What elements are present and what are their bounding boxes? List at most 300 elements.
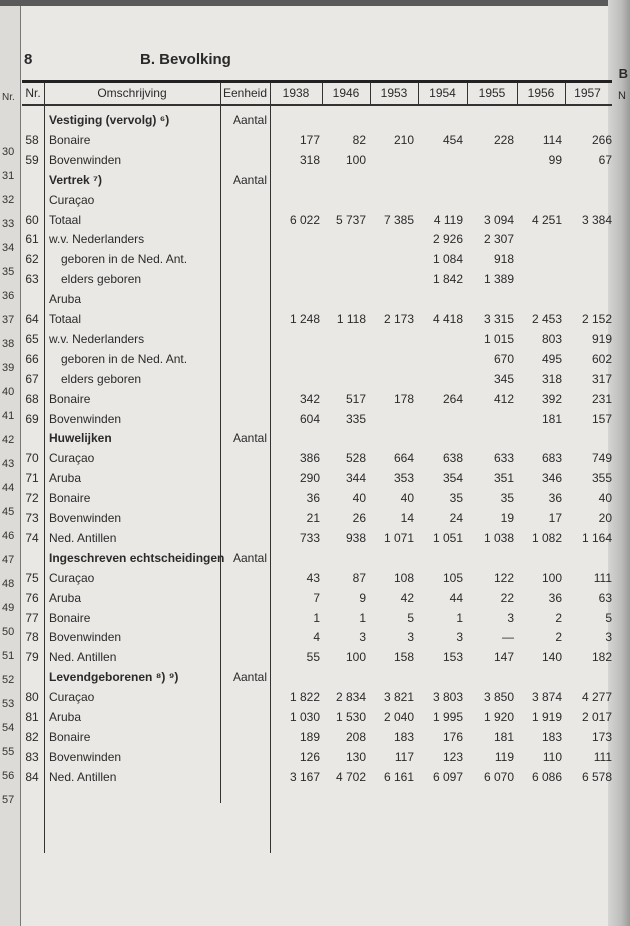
value-1946: 9 (359, 590, 366, 605)
left-margin-number: 32 (2, 194, 15, 206)
left-margin-number: 53 (2, 698, 15, 710)
left-margin-number: 34 (2, 242, 15, 254)
left-margin-number: 48 (2, 578, 15, 590)
value-1938: 36 (306, 491, 320, 506)
value-1938: 733 (299, 530, 320, 545)
value-1946: 82 (352, 132, 366, 147)
value-1955: 6 070 (483, 769, 514, 784)
row-label: Curaçao (49, 690, 95, 705)
unit-label: Aantal (232, 431, 267, 446)
table-row (0, 309, 630, 329)
value-1953: 7 385 (383, 212, 414, 227)
row-number: 77 (25, 610, 39, 625)
table-row (0, 488, 630, 508)
column-header: Nr. (25, 86, 41, 100)
value-1955: 228 (493, 132, 514, 147)
value-1957: 111 (593, 749, 612, 764)
value-1956: 3 874 (531, 690, 562, 705)
value-1946: 517 (345, 391, 366, 406)
table-row (0, 289, 630, 309)
unit-label: Aantal (232, 113, 267, 127)
value-1957: 2 017 (581, 710, 612, 724)
table-row (0, 249, 630, 269)
value-1955: 147 (493, 650, 514, 665)
value-1955: 1 015 (483, 331, 514, 346)
row-label: Aruba (49, 590, 82, 605)
value-1957: 67 (598, 152, 612, 167)
value-1954: 638 (442, 451, 463, 466)
left-margin-number: 49 (2, 602, 15, 614)
value-1938: 1 822 (289, 690, 320, 705)
table-row (0, 667, 630, 687)
table-row (0, 269, 630, 289)
value-1955: 1 038 (483, 530, 514, 545)
value-1955: 670 (493, 351, 514, 366)
row-number: 67 (25, 371, 39, 386)
group-heading: Levendgeborenen ⁸) ⁹) (49, 670, 179, 685)
left-margin-number: 46 (2, 530, 15, 542)
row-label: Totaal (49, 212, 82, 227)
row-number: 78 (25, 630, 39, 645)
value-1955: 412 (493, 391, 514, 406)
value-1946: 528 (345, 451, 366, 466)
value-1957: 111 (593, 570, 612, 585)
row-number: 62 (25, 252, 39, 267)
left-margin-number: 38 (2, 338, 15, 350)
page-number: 8 (24, 51, 33, 68)
row-number: 68 (25, 391, 39, 406)
value-1957: 355 (591, 471, 612, 486)
value-1956: 1 082 (531, 530, 562, 545)
unit-label: Aantal (232, 670, 267, 685)
table-row (0, 110, 630, 130)
value-1955: 351 (493, 471, 514, 486)
value-1955: 1 389 (483, 272, 514, 287)
value-1954: 176 (442, 729, 463, 744)
value-1953: 353 (393, 471, 414, 486)
table-row (0, 707, 630, 727)
left-margin-number: 44 (2, 482, 15, 494)
value-1956: 803 (541, 331, 562, 346)
row-label: Bonaire (49, 610, 91, 625)
unit-label: Aantal (232, 550, 267, 565)
value-1956: 6 086 (531, 769, 562, 784)
column-header: 1955 (478, 86, 506, 100)
left-margin-number: 43 (2, 458, 15, 470)
row-number: 58 (25, 132, 39, 147)
value-1956: 181 (541, 411, 562, 426)
value-1953: 158 (393, 650, 414, 665)
row-number: 82 (25, 729, 39, 744)
table-row (0, 468, 630, 488)
column-header: 1957 (574, 86, 601, 100)
row-label: Aruba (49, 471, 82, 486)
value-1956: 4 251 (531, 212, 562, 227)
row-number: 61 (25, 232, 39, 247)
value-1954: 4 119 (433, 212, 463, 227)
left-margin-number: 30 (2, 146, 15, 158)
left-margin-number: 37 (2, 314, 15, 326)
row-number: 84 (25, 769, 39, 784)
value-1953: 6 161 (383, 769, 414, 784)
row-number: 73 (25, 511, 39, 525)
value-1953: 3 (407, 630, 414, 645)
table-row (0, 409, 630, 429)
table-row (0, 508, 630, 528)
table-row (0, 349, 630, 369)
table-row (0, 747, 630, 767)
column-header: 1956 (527, 86, 555, 100)
column-header: 1954 (429, 86, 456, 100)
value-1953: 117 (394, 749, 414, 764)
value-1946: 3 (359, 630, 366, 645)
value-1953: 178 (393, 391, 414, 406)
left-margin-number: 36 (2, 290, 15, 302)
row-number: 74 (25, 530, 39, 545)
table-row (0, 647, 630, 667)
value-1954: 1 (456, 610, 463, 625)
left-margin-number: 45 (2, 506, 15, 518)
table-row (0, 528, 630, 548)
table-row (0, 369, 630, 389)
value-1938: 1 248 (289, 312, 320, 326)
left-margin-number: 42 (2, 434, 15, 446)
row-label: Bovenwinden (49, 411, 122, 426)
value-1946: 938 (345, 530, 366, 545)
row-label: elders geboren (61, 272, 142, 287)
value-1946: 100 (345, 152, 366, 167)
table-row (0, 548, 630, 568)
row-label: Curaçao (49, 570, 95, 585)
left-margin-number: 31 (2, 170, 15, 182)
value-1954: 1 084 (432, 252, 463, 267)
value-1957: 173 (591, 729, 612, 744)
table-row (0, 329, 630, 349)
left-margin-number: 47 (2, 554, 15, 566)
left-margin-number: 55 (2, 746, 15, 758)
value-1956: 114 (542, 132, 562, 147)
value-1957: 3 384 (581, 212, 612, 227)
row-number: 70 (25, 451, 39, 466)
value-1954: 2 926 (432, 232, 463, 247)
table-row (0, 428, 630, 448)
value-1956: 36 (548, 491, 562, 506)
table-row (0, 190, 630, 210)
value-1938: 342 (299, 391, 320, 406)
value-1955: 633 (493, 451, 514, 466)
row-number: 69 (25, 411, 39, 426)
value-1956: 318 (541, 371, 562, 386)
value-1953: 2 040 (383, 710, 414, 724)
value-1938: 604 (299, 411, 320, 426)
row-label: Bovenwinden (49, 152, 122, 167)
value-1957: 919 (591, 331, 612, 346)
row-number: 64 (25, 312, 39, 326)
value-1957: 3 (605, 630, 612, 645)
value-1953: 664 (393, 451, 414, 466)
value-1954: 1 051 (432, 530, 463, 545)
value-1957: 63 (598, 590, 612, 605)
row-label: w.v. Nederlanders (49, 331, 145, 346)
value-1946: 87 (352, 570, 366, 585)
value-1955: 181 (493, 729, 514, 744)
value-1955: 122 (493, 570, 514, 585)
table-row (0, 210, 630, 230)
group-heading: Vestiging (vervolg) ⁶) (49, 113, 170, 127)
value-1946: 1 (359, 610, 366, 625)
value-1956: 110 (542, 749, 562, 764)
table-row (0, 727, 630, 747)
left-margin-header: Nr. (2, 92, 15, 103)
row-number: 83 (25, 749, 39, 764)
value-1957: 317 (591, 371, 612, 386)
value-1954: 454 (442, 132, 463, 147)
value-1946: 344 (345, 471, 366, 486)
table-row (0, 568, 630, 588)
row-label: Curaçao (49, 192, 95, 207)
value-1956: 99 (548, 152, 562, 167)
value-1938: 4 (313, 630, 320, 645)
table-row (0, 170, 630, 190)
value-1946: 4 702 (335, 769, 366, 784)
column-header: 1938 (282, 86, 310, 100)
value-1954: 3 (456, 630, 463, 645)
column-header: 1946 (332, 86, 360, 100)
row-label: Ned. Antillen (49, 530, 117, 545)
table-row (0, 627, 630, 647)
value-1957: 157 (591, 411, 612, 426)
left-margin-number: 40 (2, 386, 15, 398)
value-1953: 210 (393, 132, 414, 147)
value-1954: 123 (442, 749, 463, 764)
value-1956: 346 (541, 471, 562, 486)
row-label: Aruba (49, 710, 82, 724)
value-1956: 183 (541, 729, 562, 744)
value-1954: 1 995 (432, 710, 463, 724)
value-1955: 22 (500, 590, 514, 605)
value-1953: 183 (393, 729, 414, 744)
value-1956: 495 (541, 351, 562, 366)
value-1955: 1 920 (483, 710, 514, 724)
row-label: geboren in de Ned. Ant. (61, 252, 188, 267)
row-label: Bonaire (49, 391, 91, 406)
value-1957: 602 (591, 351, 612, 366)
left-margin-number: 56 (2, 770, 15, 782)
row-number: 79 (25, 650, 39, 665)
value-1946: 5 737 (335, 212, 366, 227)
value-1938: 55 (306, 650, 320, 665)
value-1954: 4 418 (432, 312, 463, 326)
value-1953: 5 (407, 610, 414, 625)
left-margin-number: 52 (2, 674, 15, 686)
column-header: 1953 (380, 86, 408, 100)
value-1946: 1 118 (336, 312, 366, 326)
value-1954: 105 (442, 570, 463, 585)
group-heading: Ingeschreven echtscheidingen (49, 550, 225, 565)
row-number: 60 (25, 212, 39, 227)
value-1953: 108 (393, 570, 414, 585)
value-1955: 345 (493, 371, 514, 386)
row-label: Aruba (49, 292, 82, 307)
value-1954: 354 (442, 471, 463, 486)
value-1938: 21 (306, 511, 320, 525)
value-1938: 177 (299, 132, 320, 147)
left-margin-number: 50 (2, 626, 15, 638)
value-1938: 1 030 (289, 710, 320, 724)
table-row (0, 229, 630, 249)
group-heading: Vertrek ⁷) (49, 172, 102, 187)
value-1957: 20 (598, 511, 612, 525)
value-1956: 2 (555, 610, 562, 625)
value-1955: 3 315 (483, 312, 514, 326)
value-1946: 130 (345, 749, 366, 764)
table-row (0, 130, 630, 150)
value-1957: 5 (605, 610, 612, 625)
value-1938: 3 167 (289, 769, 320, 784)
value-1946: 1 530 (335, 710, 366, 724)
value-1955: 19 (500, 511, 514, 525)
value-1946: 40 (352, 491, 366, 506)
row-label: Bonaire (49, 491, 91, 506)
value-1955: 2 307 (483, 232, 514, 247)
value-1957: 266 (591, 132, 612, 147)
value-1956: 140 (541, 650, 562, 665)
row-number: 81 (25, 710, 39, 724)
table-row (0, 448, 630, 468)
value-1953: 14 (400, 511, 414, 525)
right-edge-letter: B (618, 66, 628, 81)
row-label: elders geboren (61, 371, 142, 386)
row-label: geboren in de Ned. Ant. (61, 351, 188, 366)
value-1938: 290 (299, 471, 320, 486)
value-1957: 6 578 (581, 769, 612, 784)
group-heading: Huwelijken (49, 431, 112, 446)
value-1946: 100 (345, 650, 366, 665)
value-1938: 189 (299, 729, 320, 744)
value-1954: 35 (449, 491, 463, 506)
value-1956: 683 (541, 451, 562, 466)
column-header: Eenheid (222, 86, 268, 100)
value-1957: 4 277 (581, 690, 612, 705)
value-1956: 1 919 (531, 710, 562, 724)
row-label: Ned. Antillen (49, 650, 117, 665)
left-margin-number: 57 (2, 794, 15, 806)
value-1955: 3 (507, 610, 514, 625)
value-1938: 7 (313, 590, 320, 605)
row-label: Curaçao (49, 451, 95, 466)
value-1946: 2 834 (335, 690, 366, 705)
value-1946: 208 (345, 729, 366, 744)
value-1938: 386 (299, 451, 320, 466)
value-1957: 2 152 (581, 312, 612, 326)
row-number: 66 (25, 351, 39, 366)
table-row (0, 687, 630, 707)
row-number: 76 (25, 590, 39, 605)
column-header: Omschrijving (97, 86, 167, 100)
value-1955: — (502, 630, 514, 645)
header-bottom-rule (22, 104, 612, 106)
value-1954: 44 (449, 590, 463, 605)
row-label: w.v. Nederlanders (49, 232, 145, 247)
table-row (0, 389, 630, 409)
value-1953: 2 173 (383, 312, 414, 326)
row-label: Bovenwinden (49, 511, 122, 525)
row-label: Bovenwinden (49, 630, 122, 645)
row-label: Bonaire (49, 132, 91, 147)
value-1953: 1 071 (383, 530, 414, 545)
value-1955: 918 (493, 252, 514, 267)
left-margin-number: 51 (2, 650, 15, 662)
value-1957: 749 (591, 451, 612, 466)
value-1955: 119 (494, 749, 514, 764)
value-1954: 24 (449, 511, 463, 525)
value-1954: 264 (442, 391, 463, 406)
value-1956: 2 453 (531, 312, 562, 326)
value-1955: 35 (500, 491, 514, 506)
left-margin-number: 39 (2, 362, 15, 374)
unit-label: Aantal (232, 172, 267, 187)
row-number: 80 (25, 690, 39, 705)
value-1956: 392 (541, 391, 562, 406)
value-1955: 3 850 (483, 690, 514, 705)
value-1954: 1 842 (432, 272, 463, 287)
row-number: 65 (25, 331, 39, 346)
value-1946: 26 (352, 511, 366, 525)
value-1954: 3 803 (432, 690, 463, 705)
row-label: Ned. Antillen (49, 769, 117, 784)
section-title: B. Bevolking (140, 51, 231, 68)
value-1954: 6 097 (432, 769, 463, 784)
table-row (0, 608, 630, 628)
row-number: 72 (25, 491, 39, 506)
right-edge-letter: N (618, 90, 626, 102)
value-1955: 3 094 (483, 212, 514, 227)
row-number: 59 (25, 152, 39, 167)
value-1956: 2 (555, 630, 562, 645)
value-1938: 318 (299, 152, 320, 167)
value-1954: 153 (442, 650, 463, 665)
value-1957: 40 (598, 491, 612, 506)
value-1957: 182 (591, 650, 612, 665)
value-1957: 1 164 (581, 530, 612, 545)
value-1953: 42 (400, 590, 414, 605)
row-number: 71 (25, 471, 39, 486)
scan-top-edge (0, 0, 630, 6)
value-1956: 36 (548, 590, 562, 605)
value-1938: 6 022 (289, 212, 320, 227)
value-1956: 100 (541, 570, 562, 585)
row-label: Bonaire (49, 729, 91, 744)
left-margin-number: 41 (2, 410, 15, 422)
value-1938: 43 (306, 570, 320, 585)
value-1956: 17 (548, 511, 562, 525)
value-1938: 1 (313, 610, 320, 625)
value-1953: 3 821 (383, 690, 414, 705)
table-row (0, 588, 630, 608)
row-number: 75 (25, 570, 39, 585)
row-number: 63 (25, 272, 39, 287)
left-margin-number: 33 (2, 218, 15, 230)
value-1946: 335 (345, 411, 366, 426)
value-1938: 126 (299, 749, 320, 764)
value-1953: 40 (400, 491, 414, 506)
row-label: Totaal (49, 312, 82, 326)
value-1957: 231 (591, 391, 612, 406)
table-row (0, 767, 630, 787)
table-row (0, 150, 630, 170)
row-label: Bovenwinden (49, 749, 122, 764)
left-margin-number: 54 (2, 722, 15, 734)
